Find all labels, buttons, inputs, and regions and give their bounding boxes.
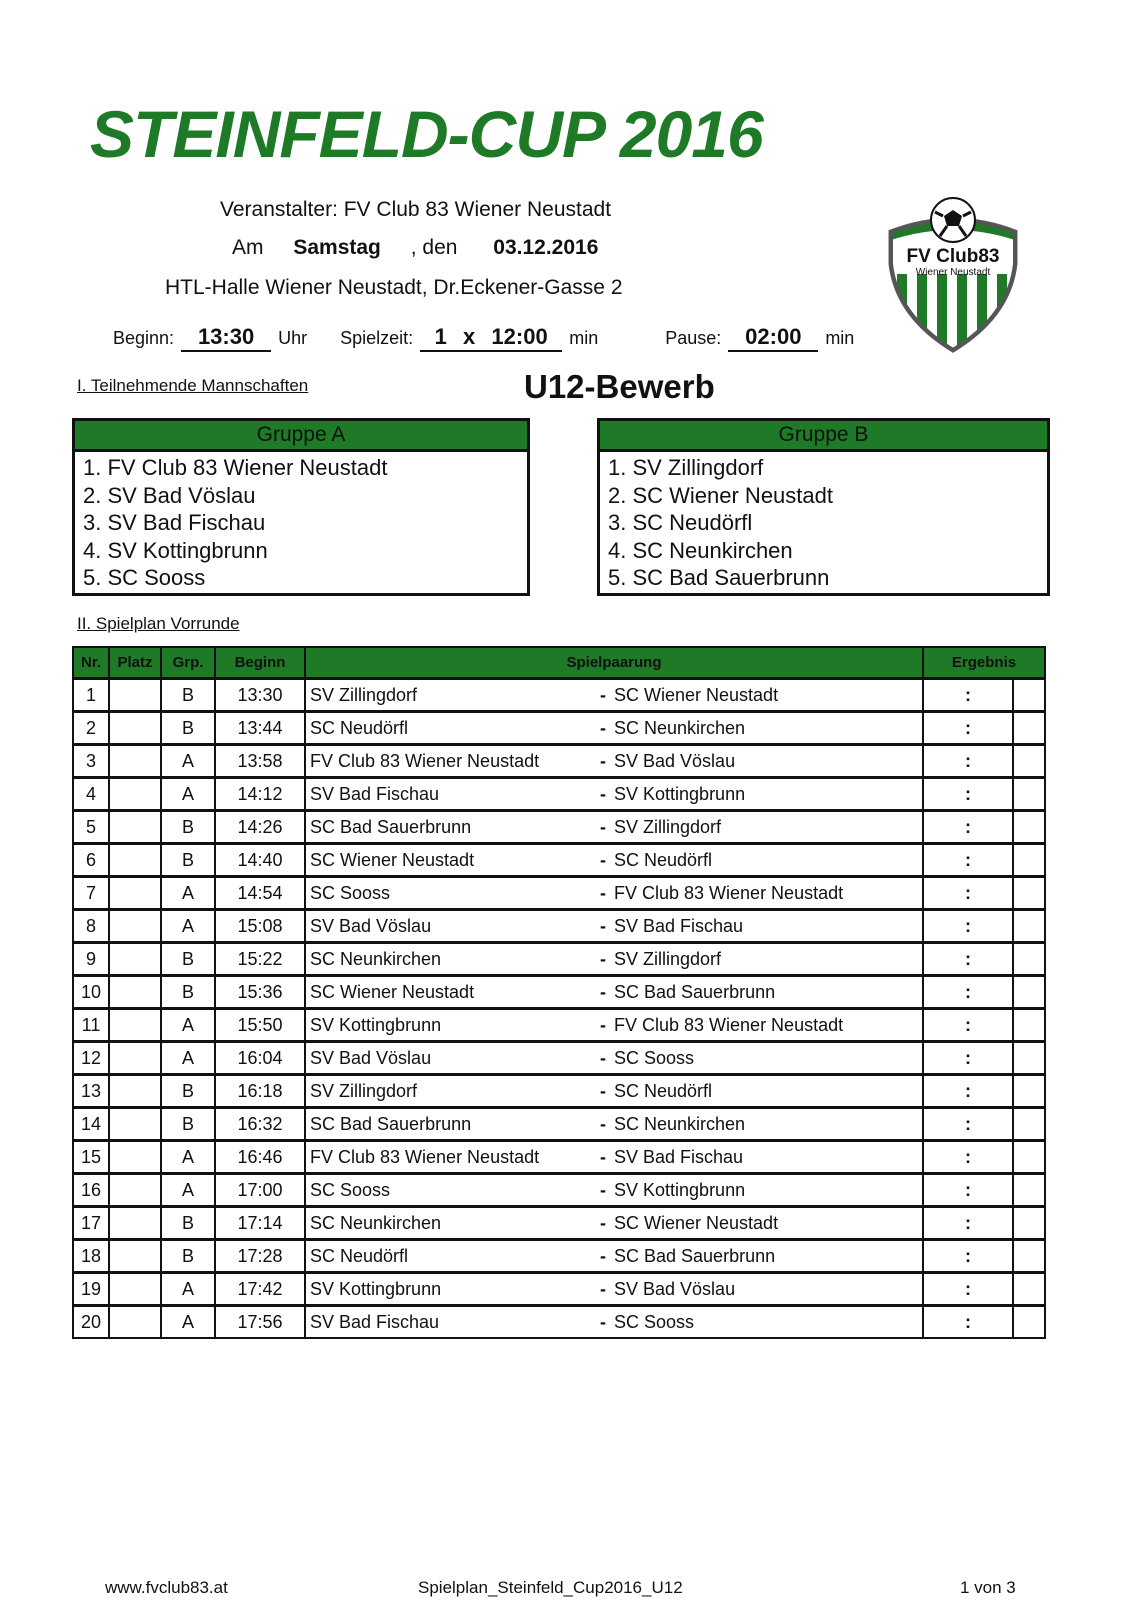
cell-nr: 14 xyxy=(73,1108,109,1141)
away-team: SV Bad Vöslau xyxy=(614,1278,736,1299)
away-team: SC Sooss xyxy=(614,1047,695,1068)
page-title: STEINFELD-CUP 2016 xyxy=(90,97,763,171)
cell-pairing xyxy=(305,811,923,844)
cell-result-extra xyxy=(1013,976,1045,1009)
group-b-team: 1. SV Zillingdorf xyxy=(608,455,764,480)
table-row xyxy=(73,712,1045,745)
cell-result: : xyxy=(923,844,1013,877)
table-row xyxy=(73,1240,1045,1273)
home-team: SC Neudörfl xyxy=(310,1245,409,1266)
cell-result-extra xyxy=(1013,778,1045,811)
away-team: SV Zillingdorf xyxy=(614,816,722,837)
cell-beginn: 13:30 xyxy=(215,679,305,712)
pairing-dash: - xyxy=(600,981,606,1002)
cell-platz xyxy=(109,1108,161,1141)
pause-value: 02:00 xyxy=(728,324,818,352)
cell-nr: 4 xyxy=(73,778,109,811)
home-team: SV Zillingdorf xyxy=(310,684,418,705)
cell-result-extra xyxy=(1013,910,1045,943)
cell-result: : xyxy=(923,1141,1013,1174)
cell-platz xyxy=(109,1075,161,1108)
group-b-box xyxy=(597,418,1050,596)
cell-result: : xyxy=(923,943,1013,976)
cell-grp: A xyxy=(161,1009,215,1042)
away-team: SV Kottingbrunn xyxy=(614,1179,746,1200)
col-beginn: Beginn xyxy=(215,647,305,679)
cell-nr: 2 xyxy=(73,712,109,745)
pairing-dash: - xyxy=(600,882,606,903)
home-team: SC Wiener Neustadt xyxy=(310,981,475,1002)
group-b-team: 2. SC Wiener Neustadt xyxy=(608,482,833,508)
cell-nr: 11 xyxy=(73,1009,109,1042)
cell-beginn: 16:18 xyxy=(215,1075,305,1108)
table-row xyxy=(73,1075,1045,1108)
group-b-title: Gruppe B xyxy=(600,421,1047,452)
organizer-line: Veranstalter: FV Club 83 Wiener Neustadt xyxy=(220,198,612,221)
col-spielpaarung: Spielpaarung xyxy=(305,647,923,679)
group-a-team: 2. SV Bad Vöslau xyxy=(83,482,256,508)
cell-result-extra xyxy=(1013,1108,1045,1141)
cell-beginn: 17:42 xyxy=(215,1273,305,1306)
home-team: SC Sooss xyxy=(310,1179,391,1200)
away-team: SC Sooss xyxy=(614,1311,695,1332)
home-team: SV Bad Vöslau xyxy=(310,1047,432,1068)
cell-platz xyxy=(109,679,161,712)
schedule-table xyxy=(72,646,1046,1339)
cell-result: : xyxy=(923,1075,1013,1108)
pause-min-label: min xyxy=(825,328,855,348)
group-a-box xyxy=(72,418,530,596)
cell-grp: A xyxy=(161,910,215,943)
cell-nr: 19 xyxy=(73,1273,109,1306)
cell-result-extra xyxy=(1013,1075,1045,1108)
cell-platz xyxy=(109,1042,161,1075)
cell-grp: A xyxy=(161,1141,215,1174)
cell-nr: 12 xyxy=(73,1042,109,1075)
cell-result-extra xyxy=(1013,679,1045,712)
away-team: SV Bad Fischau xyxy=(614,915,744,936)
cell-beginn: 17:56 xyxy=(215,1306,305,1339)
cell-beginn: 15:50 xyxy=(215,1009,305,1042)
cell-nr: 18 xyxy=(73,1240,109,1273)
cell-pairing xyxy=(305,910,923,943)
cell-grp: B xyxy=(161,712,215,745)
away-team: SC Neudörfl xyxy=(614,849,713,870)
table-row xyxy=(73,1141,1045,1174)
home-team: SV Bad Fischau xyxy=(310,783,440,804)
cell-result-extra xyxy=(1013,844,1045,877)
cell-beginn: 16:46 xyxy=(215,1141,305,1174)
cell-beginn: 15:22 xyxy=(215,943,305,976)
cell-platz xyxy=(109,1009,161,1042)
cell-beginn: 14:40 xyxy=(215,844,305,877)
group-b-list xyxy=(600,452,1047,594)
bewerb-title: U12-Bewerb xyxy=(524,368,715,405)
home-team: SV Bad Vöslau xyxy=(310,915,432,936)
table-row xyxy=(73,745,1045,778)
home-team: FV Club 83 Wiener Neustadt xyxy=(310,750,540,771)
cell-platz xyxy=(109,877,161,910)
cell-pairing xyxy=(305,1108,923,1141)
cell-beginn: 14:26 xyxy=(215,811,305,844)
away-team: FV Club 83 Wiener Neustadt xyxy=(614,882,844,903)
pairing-dash: - xyxy=(600,816,606,837)
cell-pairing xyxy=(305,1174,923,1207)
group-b-team: 3. SC Neudörfl xyxy=(608,510,753,536)
home-team: SV Kottingbrunn xyxy=(310,1014,442,1035)
table-row xyxy=(73,811,1045,844)
cell-pairing xyxy=(305,1306,923,1339)
pairing-dash: - xyxy=(600,1278,606,1299)
table-row xyxy=(73,778,1045,811)
away-team: SC Neudörfl xyxy=(614,1080,713,1101)
beginn-value: 13:30 xyxy=(181,324,271,352)
group-b-team: 5. SC Bad Sauerbrunn xyxy=(608,565,830,591)
pairing-dash: - xyxy=(600,1212,606,1233)
cell-platz xyxy=(109,1141,161,1174)
uhr-label: Uhr xyxy=(278,328,308,348)
cell-nr: 10 xyxy=(73,976,109,1009)
cell-result: : xyxy=(923,1273,1013,1306)
cell-result: : xyxy=(923,811,1013,844)
cell-nr: 16 xyxy=(73,1174,109,1207)
cell-pairing xyxy=(305,844,923,877)
cell-nr: 3 xyxy=(73,745,109,778)
cell-result: : xyxy=(923,1108,1013,1141)
schedule-header-row xyxy=(73,647,1045,679)
pause-label: Pause: xyxy=(665,328,722,348)
cell-beginn: 16:32 xyxy=(215,1108,305,1141)
cell-platz xyxy=(109,1240,161,1273)
table-row xyxy=(73,679,1045,712)
am-label: Am xyxy=(232,236,264,259)
cell-platz xyxy=(109,1207,161,1240)
group-a-team: 1. FV Club 83 Wiener Neustadt xyxy=(83,455,388,480)
cell-nr: 9 xyxy=(73,943,109,976)
cell-pairing xyxy=(305,1207,923,1240)
table-row xyxy=(73,1273,1045,1306)
cell-grp: A xyxy=(161,1174,215,1207)
cell-beginn: 13:44 xyxy=(215,712,305,745)
cell-beginn: 14:54 xyxy=(215,877,305,910)
home-team: SC Bad Sauerbrunn xyxy=(310,1113,472,1134)
cell-beginn: 17:00 xyxy=(215,1174,305,1207)
cell-nr: 13 xyxy=(73,1075,109,1108)
home-team: SC Wiener Neustadt xyxy=(310,849,475,870)
footer-page: 1 von 3 xyxy=(960,1578,1016,1597)
away-team: SC Neunkirchen xyxy=(614,717,746,738)
timing-line xyxy=(113,324,854,352)
away-team: SC Bad Sauerbrunn xyxy=(614,1245,776,1266)
spielzeit-value: 1 x 12:00 xyxy=(420,324,562,352)
cell-result-extra xyxy=(1013,1174,1045,1207)
cell-result: : xyxy=(923,679,1013,712)
cell-beginn: 13:58 xyxy=(215,745,305,778)
cell-beginn: 15:36 xyxy=(215,976,305,1009)
cell-result: : xyxy=(923,712,1013,745)
cell-grp: A xyxy=(161,745,215,778)
cell-platz xyxy=(109,1273,161,1306)
section-schedule-label: II. Spielplan Vorrunde xyxy=(77,614,240,633)
spielzeit-min-label: min xyxy=(569,328,599,348)
col-grp: Grp. xyxy=(161,647,215,679)
away-team: SV Bad Vöslau xyxy=(614,750,736,771)
cell-pairing xyxy=(305,712,923,745)
day-value: Samstag xyxy=(293,236,381,259)
cell-result: : xyxy=(923,778,1013,811)
cell-beginn: 17:28 xyxy=(215,1240,305,1273)
pairing-dash: - xyxy=(600,1047,606,1068)
cell-result-extra xyxy=(1013,1141,1045,1174)
away-team: SV Zillingdorf xyxy=(614,948,722,969)
home-team: SC Sooss xyxy=(310,882,391,903)
group-a-team: 3. SV Bad Fischau xyxy=(83,510,266,536)
away-team: SV Kottingbrunn xyxy=(614,783,746,804)
table-row xyxy=(73,1174,1045,1207)
table-row xyxy=(73,943,1045,976)
away-team: SC Wiener Neustadt xyxy=(614,1212,779,1233)
logo-text-sub: Wiener Neustadt xyxy=(915,267,991,278)
pairing-dash: - xyxy=(600,948,606,969)
cell-result: : xyxy=(923,1306,1013,1339)
cell-beginn: 16:04 xyxy=(215,1042,305,1075)
beginn-label: Beginn: xyxy=(113,328,175,348)
cell-result: : xyxy=(923,910,1013,943)
home-team: SC Neunkirchen xyxy=(310,1212,442,1233)
cell-grp: B xyxy=(161,943,215,976)
cell-grp: A xyxy=(161,877,215,910)
cell-result: : xyxy=(923,976,1013,1009)
cell-result-extra xyxy=(1013,712,1045,745)
home-team: SC Bad Sauerbrunn xyxy=(310,816,472,837)
pairing-dash: - xyxy=(600,717,606,738)
cell-result: : xyxy=(923,1240,1013,1273)
cell-result-extra xyxy=(1013,943,1045,976)
cell-pairing xyxy=(305,943,923,976)
cell-result-extra xyxy=(1013,1273,1045,1306)
cell-result-extra xyxy=(1013,1306,1045,1339)
cell-grp: B xyxy=(161,1240,215,1273)
cell-result-extra xyxy=(1013,1207,1045,1240)
cell-result: : xyxy=(923,1207,1013,1240)
cell-result: : xyxy=(923,877,1013,910)
cell-platz xyxy=(109,712,161,745)
pairing-dash: - xyxy=(600,750,606,771)
cell-pairing xyxy=(305,679,923,712)
cell-pairing xyxy=(305,976,923,1009)
pairing-dash: - xyxy=(600,1014,606,1035)
pairing-dash: - xyxy=(600,1146,606,1167)
cell-result-extra xyxy=(1013,1042,1045,1075)
away-team: FV Club 83 Wiener Neustadt xyxy=(614,1014,844,1035)
cell-grp: B xyxy=(161,679,215,712)
cell-pairing xyxy=(305,1042,923,1075)
col-platz: Platz xyxy=(109,647,161,679)
table-row xyxy=(73,844,1045,877)
cell-grp: B xyxy=(161,1207,215,1240)
cell-nr: 1 xyxy=(73,679,109,712)
cell-grp: A xyxy=(161,1273,215,1306)
cell-beginn: 15:08 xyxy=(215,910,305,943)
home-team: SV Bad Fischau xyxy=(310,1311,440,1332)
pairing-dash: - xyxy=(600,1113,606,1134)
col-ergebnis: Ergebnis xyxy=(923,647,1045,679)
cell-platz xyxy=(109,778,161,811)
table-row xyxy=(73,1207,1045,1240)
home-team: SV Zillingdorf xyxy=(310,1080,418,1101)
cell-nr: 6 xyxy=(73,844,109,877)
home-team: SC Neudörfl xyxy=(310,717,409,738)
pairing-dash: - xyxy=(600,684,606,705)
cell-result: : xyxy=(923,1174,1013,1207)
logo-text-main: FV Club83 xyxy=(906,246,1000,267)
cell-result: : xyxy=(923,1042,1013,1075)
group-a-list xyxy=(75,452,527,594)
group-a-team: 5. SC Sooss xyxy=(83,565,206,591)
cell-grp: B xyxy=(161,976,215,1009)
cell-pairing xyxy=(305,1009,923,1042)
club-logo xyxy=(885,194,1021,354)
cell-platz xyxy=(109,976,161,1009)
cell-platz xyxy=(109,745,161,778)
cell-beginn: 14:12 xyxy=(215,778,305,811)
cell-grp: A xyxy=(161,778,215,811)
cell-pairing xyxy=(305,1075,923,1108)
cell-result: : xyxy=(923,745,1013,778)
cell-result-extra xyxy=(1013,877,1045,910)
away-team: SV Bad Fischau xyxy=(614,1146,744,1167)
cell-platz xyxy=(109,943,161,976)
table-row xyxy=(73,1306,1045,1339)
pairing-dash: - xyxy=(600,1080,606,1101)
cell-nr: 20 xyxy=(73,1306,109,1339)
pairing-dash: - xyxy=(600,1245,606,1266)
cell-pairing xyxy=(305,745,923,778)
cell-nr: 15 xyxy=(73,1141,109,1174)
home-team: SV Kottingbrunn xyxy=(310,1278,442,1299)
table-row xyxy=(73,1108,1045,1141)
cell-nr: 7 xyxy=(73,877,109,910)
cell-grp: A xyxy=(161,1306,215,1339)
cell-pairing xyxy=(305,778,923,811)
cell-nr: 5 xyxy=(73,811,109,844)
cell-pairing xyxy=(305,1141,923,1174)
group-b-team: 4. SC Neunkirchen xyxy=(608,537,793,563)
home-team: SC Neunkirchen xyxy=(310,948,442,969)
date-line xyxy=(232,236,598,260)
table-row xyxy=(73,1042,1045,1075)
away-team: SC Wiener Neustadt xyxy=(614,684,779,705)
footer-website: www.fvclub83.at xyxy=(105,1578,228,1597)
cell-platz xyxy=(109,910,161,943)
cell-pairing xyxy=(305,877,923,910)
table-row xyxy=(73,976,1045,1009)
pairing-dash: - xyxy=(600,915,606,936)
cell-nr: 17 xyxy=(73,1207,109,1240)
cell-grp: B xyxy=(161,811,215,844)
pairing-dash: - xyxy=(600,1179,606,1200)
cell-beginn: 17:14 xyxy=(215,1207,305,1240)
table-row xyxy=(73,877,1045,910)
date-value: 03.12.2016 xyxy=(493,236,599,259)
col-nr: Nr. xyxy=(73,647,109,679)
cell-platz xyxy=(109,1306,161,1339)
group-a-team: 4. SV Kottingbrunn xyxy=(83,537,268,563)
pairing-dash: - xyxy=(600,1311,606,1332)
cell-grp: B xyxy=(161,1075,215,1108)
pairing-dash: - xyxy=(600,783,606,804)
away-team: SC Bad Sauerbrunn xyxy=(614,981,776,1002)
cell-platz xyxy=(109,811,161,844)
footer-filename: Spielplan_Steinfeld_Cup2016_U12 xyxy=(418,1578,683,1597)
cell-nr: 8 xyxy=(73,910,109,943)
away-team: SC Neunkirchen xyxy=(614,1113,746,1134)
cell-pairing xyxy=(305,1240,923,1273)
table-row xyxy=(73,1009,1045,1042)
cell-pairing xyxy=(305,1273,923,1306)
cell-result-extra xyxy=(1013,745,1045,778)
table-row xyxy=(73,910,1045,943)
schedule-body xyxy=(73,679,1045,1339)
cell-platz xyxy=(109,1174,161,1207)
group-a-title: Gruppe A xyxy=(75,421,527,452)
cell-grp: A xyxy=(161,1042,215,1075)
cell-grp: B xyxy=(161,844,215,877)
den-label: , den xyxy=(410,236,458,259)
cell-result-extra xyxy=(1013,1009,1045,1042)
venue-line: HTL-Halle Wiener Neustadt, Dr.Eckener-Gasse 2 xyxy=(165,276,623,299)
section-teams-label: I. Teilnehmende Mannschaften xyxy=(77,376,309,395)
cell-result-extra xyxy=(1013,1240,1045,1273)
cell-result-extra xyxy=(1013,811,1045,844)
cell-platz xyxy=(109,844,161,877)
pairing-dash: - xyxy=(600,849,606,870)
spielzeit-label: Spielzeit: xyxy=(340,328,414,348)
cell-result: : xyxy=(923,1009,1013,1042)
home-team: FV Club 83 Wiener Neustadt xyxy=(310,1146,540,1167)
cell-grp: B xyxy=(161,1108,215,1141)
